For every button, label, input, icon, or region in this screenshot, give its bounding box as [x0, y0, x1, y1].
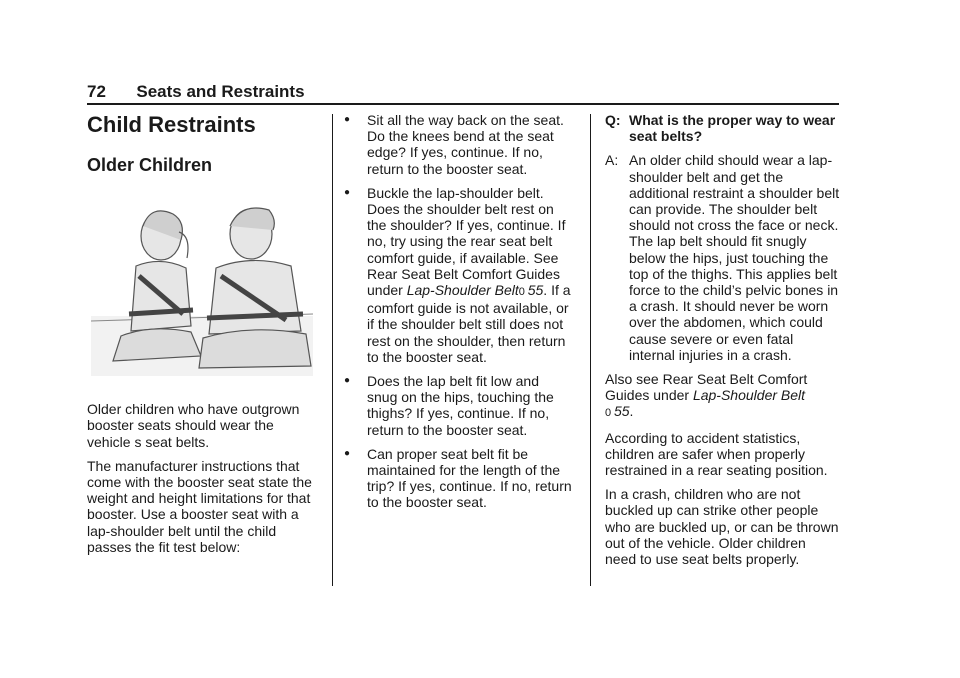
section-heading: Older Children: [87, 155, 213, 175]
question-text: What is the proper way to wear seat belts?: [629, 112, 836, 145]
list-item: [343, 112, 573, 177]
question-label: Q:: [605, 112, 621, 128]
bullet-text: Does the lap belt fit low and snug on the hips, touching the thighs? If yes, continue. If no, return to the booster seat.: [367, 373, 554, 438]
bullet-icon: ●: [344, 186, 351, 198]
column-1: [87, 112, 315, 563]
page-reference-number[interactable]: 55: [613, 403, 630, 420]
also-see-paragraph: Also see Rear Seat Belt Comfort Guides under Lap-Shoulder Belt 0 55.: [605, 371, 808, 420]
column-divider: [332, 114, 333, 586]
answer: [605, 152, 840, 363]
cross-reference-link[interactable]: Lap-Shoulder Belt: [406, 282, 519, 299]
page-header: [87, 82, 839, 102]
answer-label: A:: [605, 152, 619, 169]
bullet-text: Buckle the lap-shoulder belt. Does the shoulder belt rest on the shoulder? If yes, continue. If no, try using the rear seat belt comfort guide, if available. See Rear Seat Belt Comfort Guides under: [367, 184, 566, 299]
page-reference-icon: 0: [605, 407, 612, 420]
answer-text: An older child should wear a lap-shoulder belt and get the additional restraint a shoulder belt can provide. The shoulder belt should not cross the face or neck. The lap belt should fit snugly below the hips, just touching the top of the thighs. This applies belt force to the child’s pelvic bones in a crash. It should never be worn over the abdomen, which could cause severe or even fatal internal injuries in a crash.: [629, 152, 840, 363]
cross-reference-link[interactable]: Lap-Shoulder Belt: [692, 387, 806, 404]
bullet-text: . If a comfort guide is not available, or if the shoulder belt still does not rest on the shoulder, then return to the booster seat.: [367, 282, 571, 365]
older-children-seatbelt-illustration: [91, 196, 313, 376]
header-rule: [87, 103, 839, 105]
bullet-icon: ●: [344, 447, 351, 459]
list-item: [343, 373, 573, 438]
list-item: [343, 185, 573, 365]
paragraph: The manufacturer instructions that come with the booster seat state the weight and height limitations for that booster. Use a booster seat with a lap-shoulder belt until the child passes the fit test below:: [87, 457, 312, 555]
column-2: [343, 112, 573, 519]
list-item: [343, 446, 573, 511]
paragraph: In a crash, children who are not buckled up can strike other people who are buckled up, or can be thrown out of the vehicle. Older children need to use seat belts properly.: [605, 486, 839, 568]
column-divider: [590, 114, 591, 586]
page-reference-icon: 0: [518, 286, 525, 299]
bullet-icon: ●: [344, 375, 351, 387]
bullet-text: Sit all the way back on the seat. Do the knees bend at the seat edge? If yes, continue. If no, return to the booster seat.: [367, 112, 564, 177]
also-see-text: Also see Rear Seat Belt Comfort Guides under: [605, 371, 808, 404]
section-title: Seats and Restraints: [136, 82, 305, 101]
column-3: [605, 112, 840, 575]
question: [605, 112, 840, 144]
bullet-icon: ●: [344, 114, 351, 125]
page-reference-number[interactable]: 55: [527, 282, 544, 299]
paragraph: According to accident statistics, children are safer when properly restrained in a rear seating position.: [605, 429, 828, 479]
chapter-heading: Child Restraints: [87, 112, 256, 137]
bullet-text: Can proper seat belt fit be maintained for the length of the trip? If yes, continue. If no, return to the booster seat.: [367, 445, 572, 511]
page-number: 72: [87, 82, 106, 101]
paragraph: Older children who have outgrown booster seats should wear the vehicle s seat belts.: [87, 401, 300, 450]
